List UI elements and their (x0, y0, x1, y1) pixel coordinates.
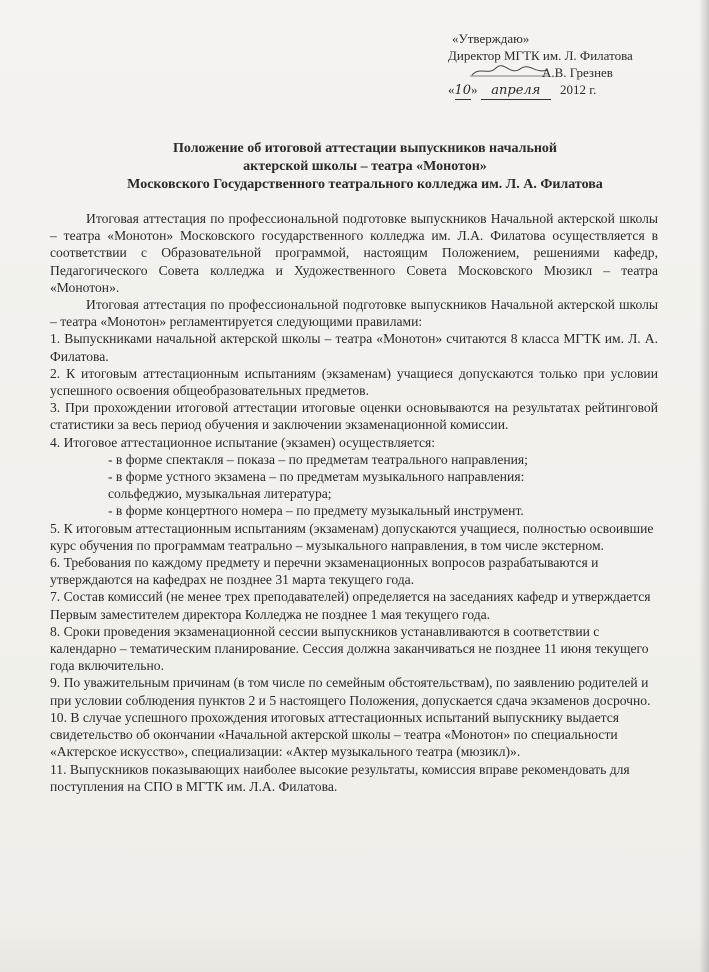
date-year: 2012 г. (560, 82, 597, 97)
paragraph: 9. По уважительным причинам (в том числе по семейным обстоятельствам), по заявлению родителей и при условии соблюдения пунктов 2 и 5 настоящего Положения, допускается сдача экзаменов досрочно. (50, 675, 651, 708)
paragraph: сольфеджио, музыкальная литература; (108, 486, 332, 502)
paragraph: 5. К итоговым аттестационным испытаниям (экзаменам) допускаются учащиеся, полностью освоившие курс обучения по программам театрально – музыкального направления, в том числе экстерном. (50, 520, 654, 553)
title-line-1: Положение об итоговой аттестации выпускников начальной (173, 141, 557, 156)
paragraph: - в форме устного экзамена – по предметам музыкального направления: (108, 469, 525, 485)
approval-heading: «Утверждаю» (452, 31, 530, 46)
approval-date (448, 81, 698, 100)
document-body (50, 210, 658, 795)
date-month: апреля (481, 82, 551, 100)
scan-shadow (0, 925, 709, 972)
approval-block (448, 30, 698, 100)
signature-icon (470, 64, 550, 78)
page-edge-shadow (699, 0, 709, 972)
document-title (60, 140, 670, 194)
title-line-3: Московского Государственного театрального колледжа им. Л. А. Филатова (127, 177, 603, 192)
paragraph: 11. Выпускников показывающих наиболее высокие результаты, комиссия вправе рекомендовать для поступления на СПО в МГТК им. Л.А. Филатова. (50, 761, 630, 794)
paragraph: 4. Итоговое аттестационное испытание (экзамен) осуществляется: (50, 434, 436, 450)
paragraph: 7. Состав комиссий (не менее трех преподавателей) определяется на заседаниях кафедр и утверждается Первым заместителем директора Колледжа не позднее 1 мая текущего года. (50, 589, 651, 622)
date-open-quote: « (448, 82, 455, 97)
paragraph: 6. Требования по каждому предмету и перечни экзаменационных вопросов разрабатываются и утверждаются на кафедрах не позднее 31 марта текущего года. (50, 555, 599, 588)
paragraph: - в форме спектакля – показа – по предметам театрального направления; (108, 451, 528, 467)
paragraph: 3. При прохождении итоговой аттестации итоговые оценки основываются на результатах рейтинговой статистики за весь период обучения и заключении экзаменационной комиссии. (50, 400, 658, 433)
paragraph: 8. Сроки проведения экзаменационной сессии выпускников устанавливаются в соответствии с календарно – тематическим планирование. Сессия должна заканчиваться не позднее 11 июня текущего года включительно. (50, 623, 649, 674)
approval-director: Директор МГТК им. Л. Филатова (448, 48, 633, 63)
approval-name: А.В. Грезнев (542, 65, 613, 80)
paragraph: 1. Выпускниками начальной актерской школы – театра «Монотон» считаются 8 класса МГТК им. Л. А. Филатова. (50, 331, 658, 364)
title-line-2: актерской школы – театра «Монотон» (243, 159, 487, 174)
paragraph: 10. В случае успешного прохождения итоговых аттестационных испытаний выпускнику выдается свидетельство об окончании «Начальной актерской школы – театра «Монотон» по специальности «Актерское искусство», специализации: «Актер музыкального театра (мюзикл)». (50, 709, 620, 760)
date-day: 10 (454, 83, 472, 98)
date-close-quote: » (471, 82, 478, 97)
paragraph: Итоговая аттестация по профессиональной подготовке выпускников Начальной актерской школы – театра «Монотон» Московского государственного колледжа им. Л.А. Филатова осуществляется в соответствии с Образовательной программой, настоящим Положением, решениями кафедр, Педагогического Совета колледжа и Художественного Совета Московского Мюзикл – театра «Монотон». (50, 211, 658, 295)
paragraph: 2. К итоговым аттестационным испытаниям (экзаменам) учащиеся допускаются только при условии успешного освоения общеобразовательных предметов. (50, 365, 658, 399)
paragraph: Итоговая аттестация по профессиональной подготовке выпускников Начальной актерской школы – театра «Монотон» регламентируется следующими правилами: (50, 297, 658, 330)
paragraph: - в форме концертного номера – по предмету музыкальный инструмент. (108, 503, 524, 519)
